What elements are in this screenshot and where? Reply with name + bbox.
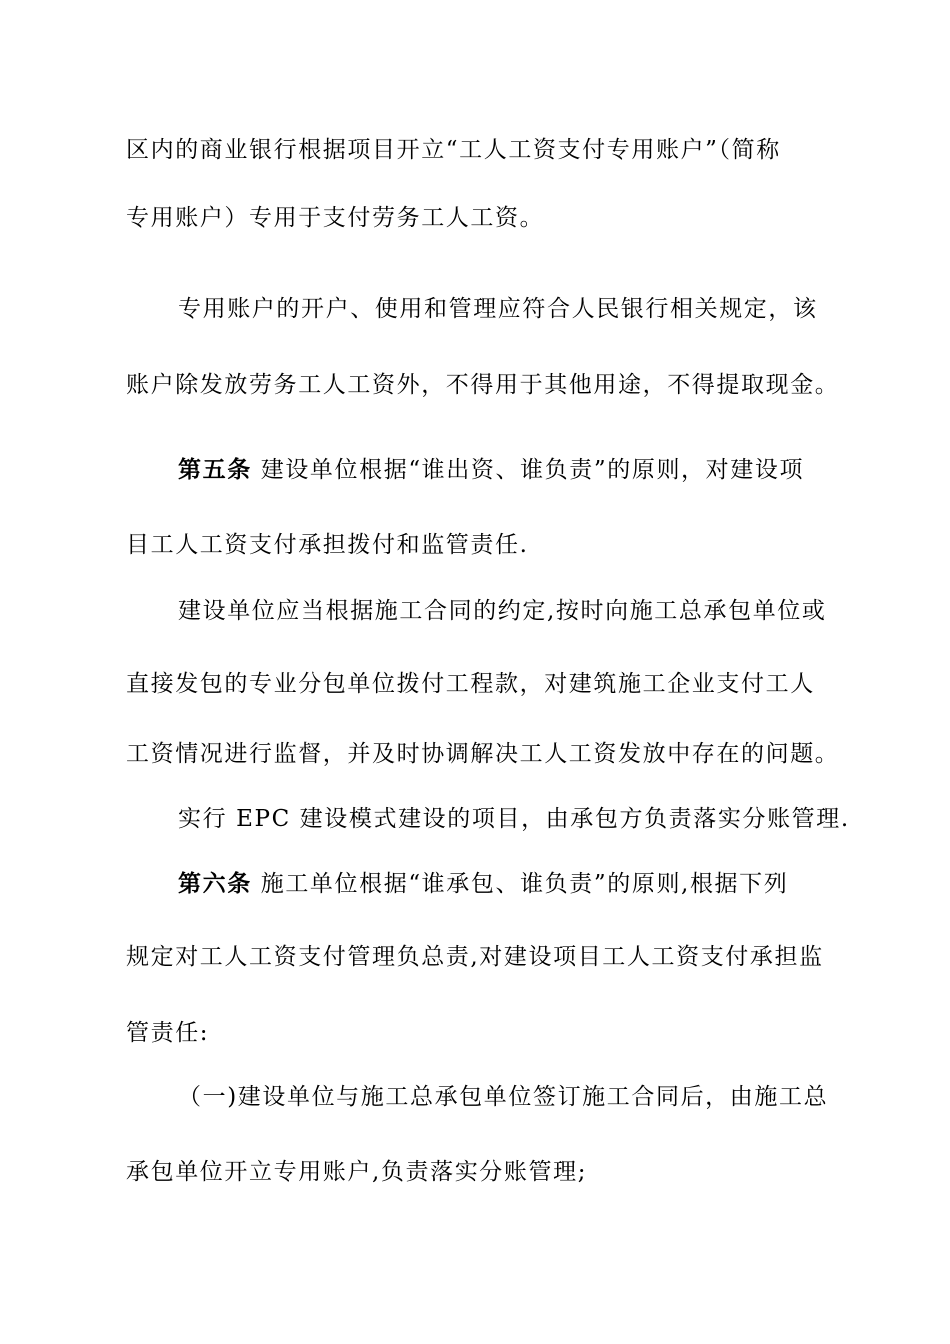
paragraph-line-12: 规定对工人工资支付管理负总责,对建设项目工人工资支付承担监 bbox=[126, 944, 824, 970]
paragraph-line-8: 直接发包的专业分包单位拨付工程款，对建筑施工企业支付工人 bbox=[126, 671, 815, 697]
paragraph-line-10: 实行 EPC 建设模式建设的项目，由承包方负责落实分账管理. bbox=[178, 806, 850, 832]
paragraph-line-4: 账户除发放劳务工人工资外，不得用于其他用途，不得提取现金。 bbox=[126, 372, 840, 398]
paragraph-line-3: 专用账户的开户、使用和管理应符合人民银行相关规定，该 bbox=[178, 296, 818, 322]
article-5-heading: 第五条 bbox=[178, 457, 252, 483]
paragraph-line-7: 建设单位应当根据施工合同的约定,按时向施工总承包单位或 bbox=[178, 598, 827, 624]
paragraph-line-15: 承包单位开立专用账户,负责落实分账管理; bbox=[126, 1159, 588, 1185]
article-5-text: 建设单位根据“谁出资、谁负责”的原则，对建设项 bbox=[251, 457, 805, 483]
paragraph-line-2: 专用账户）专用于支付劳务工人工资。 bbox=[126, 205, 545, 231]
paragraph-line-13: 管责任: bbox=[126, 1020, 210, 1046]
article-6-text: 施工单位根据“谁承包、谁负责”的原则,根据下列 bbox=[251, 871, 789, 897]
paragraph-line-1: 区内的商业银行根据项目开立“工人工资支付专用账户”（简称 bbox=[126, 137, 781, 163]
article-6-heading: 第六条 bbox=[178, 871, 252, 897]
article-5-first-line bbox=[178, 455, 804, 485]
paragraph-line-9: 工资情况进行监督，并及时协调解决工人工资发放中存在的问题。 bbox=[126, 741, 840, 767]
paragraph-line-6: 目工人工资支付承担拨付和监管责任. bbox=[126, 532, 529, 558]
article-6-first-line bbox=[178, 869, 788, 899]
paragraph-line-14: （一)建设单位与施工总承包单位签订施工合同后，由施工总 bbox=[178, 1084, 829, 1110]
